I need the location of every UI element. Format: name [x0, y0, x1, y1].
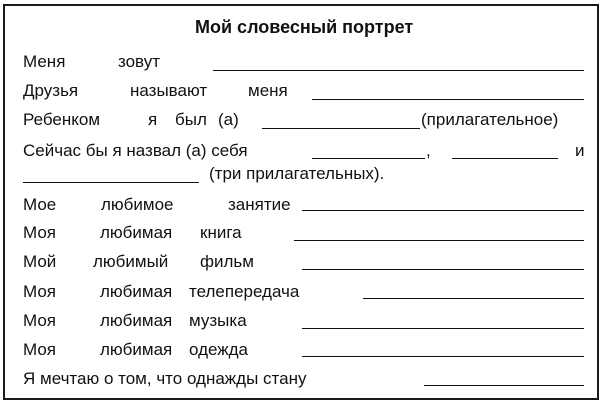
- now-adjective-line-1[interactable]: [312, 158, 425, 159]
- label-text: Я мечтаю о том, что однажды стану: [23, 369, 307, 388]
- label-word: любимая: [100, 282, 173, 301]
- label-word: любимое: [101, 195, 174, 214]
- dream-answer-line[interactable]: [424, 385, 584, 386]
- label-word: Мой: [23, 252, 57, 271]
- label-word: был: [175, 110, 207, 129]
- label-word: я: [148, 110, 158, 129]
- now-adjective-line-3[interactable]: [23, 182, 199, 183]
- label-word: Друзья: [23, 81, 79, 100]
- clothes-answer-line[interactable]: [302, 356, 584, 357]
- label-word: называют: [130, 81, 208, 100]
- label-word: и: [575, 141, 585, 160]
- label-word: любимая: [100, 223, 173, 242]
- label-word: Мое: [23, 195, 57, 214]
- label-word: Моя: [23, 340, 57, 359]
- music-answer-line[interactable]: [302, 328, 584, 329]
- label-text: Сейчас бы я назвал (а) себя: [23, 141, 248, 160]
- label-word: зовут: [118, 52, 161, 71]
- nickname-answer-line[interactable]: [312, 99, 584, 100]
- worksheet-title: Мой словесный портрет: [195, 17, 414, 37]
- label-word: Моя: [23, 311, 57, 330]
- label-text: (три прилагательных).: [209, 164, 385, 183]
- label-word: любимый: [93, 252, 169, 271]
- label-word: меня: [248, 81, 288, 100]
- film-answer-line[interactable]: [302, 269, 584, 270]
- label-word: одежда: [189, 340, 249, 359]
- label-word: (а): [218, 110, 239, 129]
- label-word: любимая: [100, 340, 173, 359]
- name-answer-line[interactable]: [213, 70, 584, 71]
- hobby-answer-line[interactable]: [302, 210, 584, 211]
- tv-answer-line[interactable]: [363, 298, 584, 299]
- now-adjective-line-2[interactable]: [452, 158, 558, 159]
- worksheet-frame: [3, 4, 599, 400]
- label-word: телепередача: [189, 282, 300, 301]
- label-word: (прилагательное): [421, 110, 559, 129]
- label-word: любимая: [100, 311, 173, 330]
- label-word: Меня: [23, 52, 66, 71]
- label-word: книга: [200, 223, 242, 242]
- label-word: занятие: [228, 195, 291, 214]
- label-word: Моя: [23, 223, 57, 242]
- child-adjective-line[interactable]: [262, 128, 420, 129]
- comma-separator: ,: [426, 141, 431, 160]
- label-word: Ребенком: [23, 110, 101, 129]
- book-answer-line[interactable]: [294, 240, 584, 241]
- label-word: музыка: [189, 311, 247, 330]
- label-word: фильм: [200, 252, 254, 271]
- label-word: Моя: [23, 282, 57, 301]
